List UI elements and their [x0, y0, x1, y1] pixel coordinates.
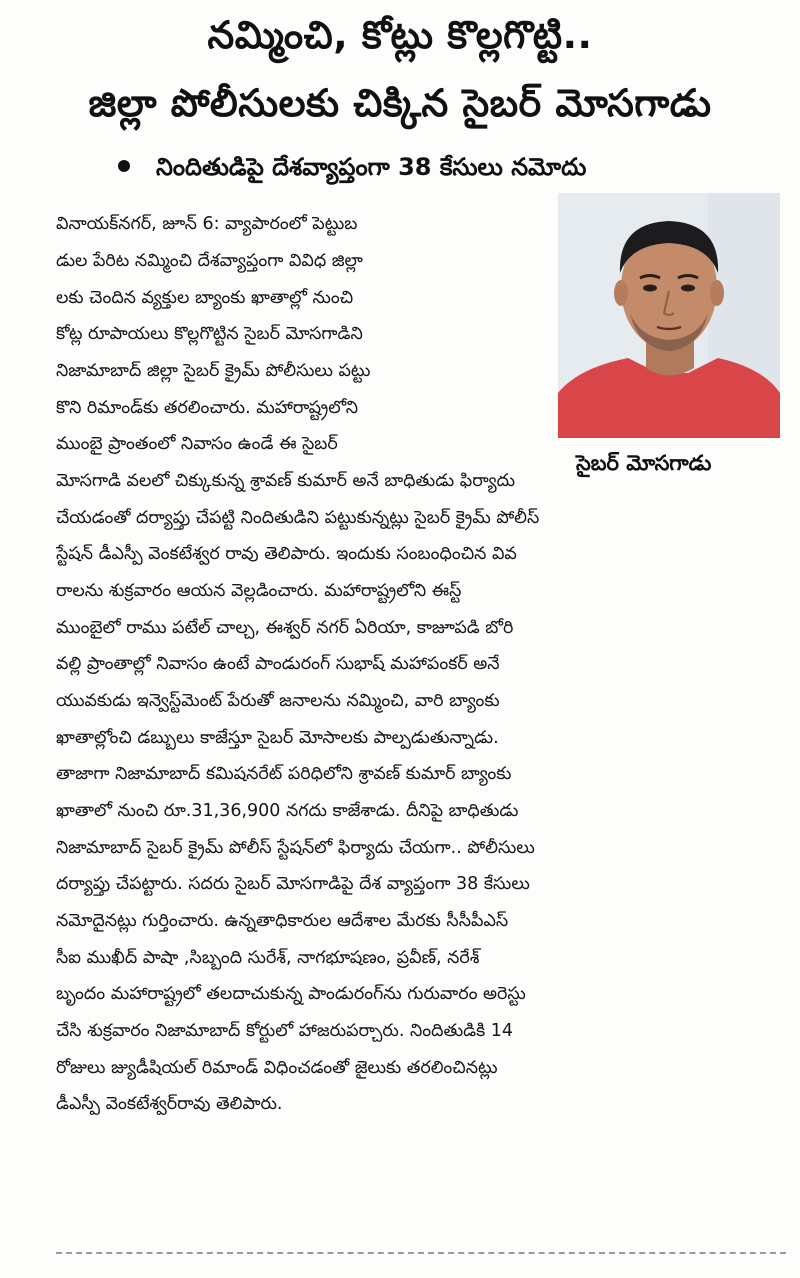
body-line: స్టేషన్ డీఎస్పీ వెంకటేశ్వర రావు తెలిపారు. ఇందుకు సంబంధించిన వివ [56, 544, 517, 564]
body-line: బృందం మహారాష్ట్రలో తలదాచుకున్న పాండురంగ్‌ను గురువారం అరెస్టు [56, 984, 526, 1004]
body-line: ఖాతాల్లోంచి డబ్బులు కాజేస్తూ సైబర్ మోసాలకు పాల్పడుతున్నాడు. [56, 728, 499, 748]
body-line: నమోదైనట్లు గుర్తించారు. ఉన్నతాధికారుల ఆదేశాల మేరకు సీసీపీఎస్ [56, 911, 509, 931]
subheadline-text: నిందితుడిపై దేశవ్యాప్తంగా 38 కేసులు నమోదు [156, 153, 587, 181]
body-line: సీఐ ముఖీద్ పాషా ,సిబ్బంది సురేశ్, నాగభూషణం, ప్రవీణ్, నరేశ్ [56, 948, 480, 968]
headline-line-1: నమ్మించి, కోట్లు కొల్లగొట్టి.. [207, 13, 593, 57]
body-line: దర్యాప్తు చేపట్టారు. సదరు సైబర్ మోసగాడిపై దేశ వ్యాప్తంగా 38 కేసులు [56, 874, 530, 894]
body-line: చేసి శుక్రవారం నిజామాబాద్ కోర్టులో హాజరుపర్చారు. నిందితుడికి 14 [56, 1021, 514, 1041]
body-line: నిజామాబాద్ జిల్లా సైబర్ క్రైమ్ పోలీసులు పట్టు [56, 361, 371, 381]
body-line: డీఎస్పీ వెంకటేశ్వర్‌రావు తెలిపారు. [56, 1094, 283, 1114]
body-line: చేయడంతో దర్యాప్తు చేపట్టి నిందితుడిని పట్టుకున్నట్లు సైబర్ క్రైమ్ పోలీస్ [56, 508, 540, 528]
subheadline [118, 150, 586, 184]
body-line: వినాయక్‌నగర్, జూన్ 6: వ్యాపారంలో పెట్టుబ [56, 214, 358, 234]
body-line: యువకుడు ఇన్వెస్ట్‌మెంట్ పేరుతో జనాలను నమ్మించి, వారి బ్యాంకు [56, 691, 500, 711]
person-portrait-icon [558, 193, 780, 438]
body-line: కొని రిమాండ్‌కు తరలించారు. మహారాష్ట్రలోని [56, 398, 359, 418]
body-line: మోసగాడి వలలో చిక్కుకున్న శ్రావణ్ కుమార్ అనే బాధితుడు ఫిర్యాదు [56, 471, 516, 491]
body-line: లకు చెందిన వ్యక్తుల బ్యాంకు ఖాతాల్లో నుంచి [56, 288, 354, 308]
body-line: ముంబైలో రాము పటేల్ చాల్చ, ఈశ్వర్ నగర్ ఏరియా, కాజూపడి బోరి [56, 618, 514, 638]
photo-caption: సైబర్ మోసగాడు [576, 451, 712, 475]
bullet-icon [118, 160, 130, 172]
body-line: రోజులు జ్యుడీషియల్ రిమాండ్ విధించడంతో జైలుకు తరలించినట్లు [56, 1058, 498, 1078]
bottom-divider [56, 1252, 786, 1254]
body-line: డుల పేరిట నమ్మించి దేశవ్యాప్తంగా వివిధ జిల్లా [56, 251, 363, 271]
body-line: కోట్ల రూపాయలు కొల్లగొట్టిన సైబర్ మోసగాడిని [56, 324, 363, 344]
body-line: ఖాతాలో నుంచి రూ.31,36,900 నగదు కాజేశాడు. దీనిపై బాధితుడు [56, 801, 519, 821]
body-line: వల్లి ప్రాంతాల్లో నివాసం ఉంటే పాండురంగ్ సుభాష్ మహాపంకర్ అనే [56, 654, 500, 674]
headline-line-2: జిల్లా పోలీసులకు చిక్కిన సైబర్ మోసగాడు [88, 81, 712, 125]
body-line: తాజాగా నిజామాబాద్ కమిషనరేట్ పరిధిలోని శ్రావణ్ కుమార్ బ్యాంకు [56, 764, 512, 784]
body-line: రాలను శుక్రవారం ఆయన వెల్లడించారు. మహారాష్ట్రలోని ఈస్ట్ [56, 581, 462, 601]
body-line: ముంబై ప్రాంతంలో నివాసం ఉండే ఈ సైబర్ [56, 434, 338, 454]
accused-photo [558, 193, 780, 438]
body-line: నిజామాబాద్ సైబర్ క్రైమ్ పోలీస్ స్టేషన్‌లో ఫిర్యాదు చేయగా.. పోలీసులు [56, 838, 535, 858]
